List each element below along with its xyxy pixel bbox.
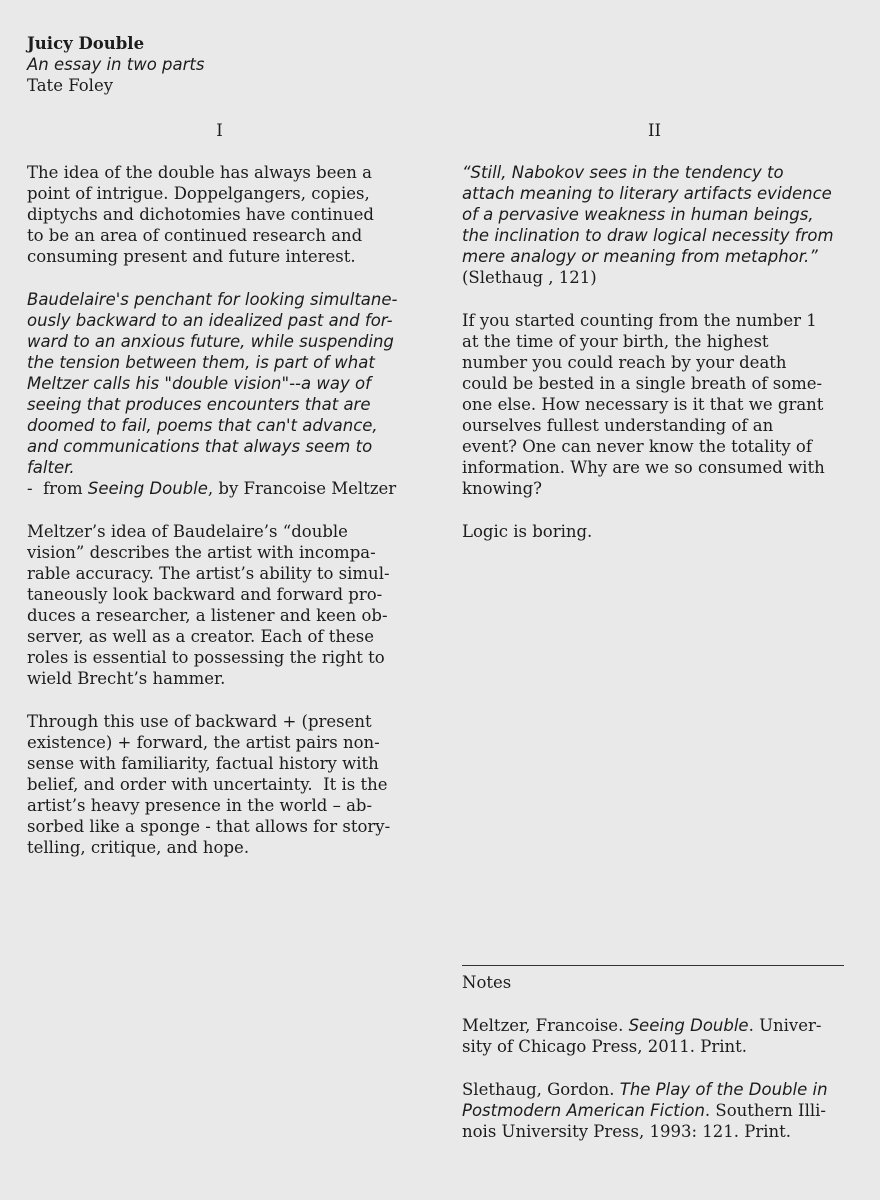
part-two-column [462,120,862,564]
text-line: roles is essential to possessing the right to [27,648,385,667]
text-line: consuming present and future interest. [27,247,356,266]
notes-section [462,972,862,1164]
text-line: to be an area of continued research and [27,226,363,245]
part-one-column [27,120,427,880]
text-line: information. Why are we so consumed with [462,458,825,477]
text-line: existence) + forward, the artist pairs non- [27,733,380,752]
quote-line: ward to an anxious future, while suspending [27,332,394,351]
essay-author: Tate Foley [27,76,114,95]
text-line: one else. How necessary is it that we grant [462,395,824,414]
text-line: sense with familiarity, factual history with [27,754,379,773]
quote-citation: (Slethaug , 121) [462,268,597,287]
text-line: at the time of your birth, the highest [462,332,769,351]
text-line: sity of Chicago Press, 2011. Print. [462,1037,748,1056]
part-one-paragraph-3 [27,711,427,858]
quote-line: the tension between them, is part of what [27,353,375,372]
text-line: The idea of the double has always been a [27,163,372,182]
nabokov-quote [462,162,862,288]
essay-subtitle: An essay in two parts [27,55,205,74]
part-two-paragraph-2: Logic is boring. [462,522,593,541]
quote-line: doomed to fail, poems that can't advance, [27,416,378,435]
text-line: event? One can never know the totality of [462,437,812,456]
text-line: duces a researcher, a listener and keen ob- [27,606,388,625]
text-line: taneously look backward and forward pro- [27,585,383,604]
text-line: server, as well as a creator. Each of these [27,627,375,646]
text-line: could be bested in a single breath of some- [462,374,823,393]
text-line: If you started counting from the number 1 [462,311,817,330]
quote-attribution: - from Seeing Double, by Francoise Meltzer [27,479,397,498]
notes-heading: Notes [462,973,512,992]
note-meltzer: Meltzer, Francoise. Seeing Double. Univer- sity of Chicago Press, 2011. Print. [462,1015,862,1057]
note-book-title: Postmodern American Fiction [462,1101,705,1120]
part-two-numeral: II [647,121,662,140]
part-one-paragraph-2 [27,521,427,689]
quote-line: and communications that always seem to [27,437,373,456]
text-line: knowing? [462,479,542,498]
text-line: Meltzer’s idea of Baudelaire’s “double [27,522,348,541]
meltzer-quote [27,289,427,499]
text-line: sorbed like a sponge - that allows for story- [27,817,391,836]
attribution-book-title: Seeing Double [87,479,208,498]
quote-line: of a pervasive weakness in human beings, [462,205,814,224]
text-line: wield Brecht’s hammer. [27,669,226,688]
quote-line: “Still, Nabokov sees in the tendency to [462,163,784,182]
text-line: belief, and order with uncertainty. It is the [27,775,388,794]
essay-header [27,33,204,96]
note-book-title: Seeing Double [628,1016,749,1035]
text-line: nois University Press, 1993: 121. Print. [462,1122,792,1141]
part-one-paragraph-1 [27,162,427,267]
quote-line: falter. [27,458,75,477]
quote-line: Baudelaire's penchant for looking simultane- [27,290,398,309]
text-line: vision” describes the artist with incompa- [27,543,376,562]
quote-line: seeing that produces encounters that are [27,395,371,414]
part-one-numeral: I [216,121,223,140]
text-line: rable accuracy. The artist’s ability to simul- [27,564,390,583]
note-book-title: The Play of the Double in [619,1080,828,1099]
quote-line: Meltzer calls his "double vision"--a way of [27,374,371,393]
text-line: number you could reach by your death [462,353,787,372]
text-line: artist’s heavy presence in the world – ab- [27,796,373,815]
quote-line: mere analogy or meaning from metaphor.” [462,247,818,266]
note-slethaug: Slethaug, Gordon. The Play of the Double in Postmodern American Fiction. Southern Illi- nois University Press, 1993: 121. Print. [462,1079,862,1142]
quote-line: attach meaning to literary artifacts evidence [462,184,832,203]
text-line: diptychs and dichotomies have continued [27,205,374,224]
text-line: Through this use of backward + (present [27,712,372,731]
text-line: telling, critique, and hope. [27,838,250,857]
notes-divider [462,965,844,966]
essay-title: Juicy Double [27,34,145,53]
text-line: point of intrigue. Doppelgangers, copies, [27,184,370,203]
part-two-paragraph-1 [462,310,862,499]
quote-line: ously backward to an idealized past and for- [27,311,393,330]
quote-line: the inclination to draw logical necessity from [462,226,834,245]
text-line: ourselves fullest understanding of an [462,416,774,435]
